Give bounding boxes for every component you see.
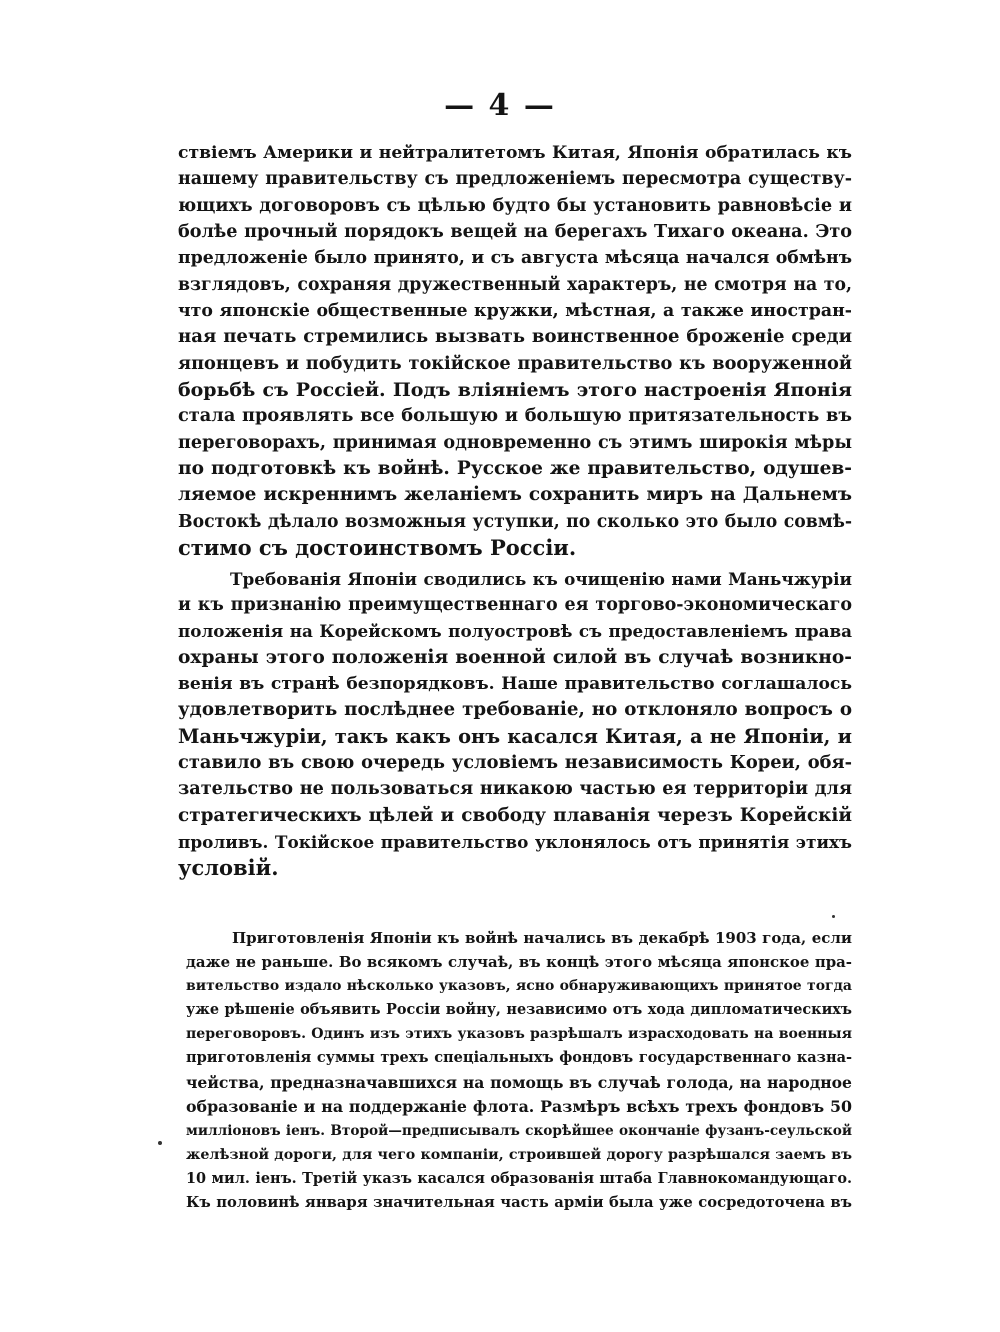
- text-line: охраны этого положенія военной силой въ случаѣ возникно-: [178, 646, 852, 668]
- print-speck: [158, 1141, 162, 1145]
- text-line: ставило въ свою очередь условіемъ независимость Кореи, обя-: [178, 751, 852, 773]
- text-line: венія въ странѣ безпорядковъ. Наше правительство соглашалось: [178, 673, 852, 694]
- text-line: что японскіе общественные кружки, мѣстная, а также иностран-: [178, 301, 852, 322]
- text-line: Востокѣ дѣлало возможныя уступки, по сколько это было совмѣ-: [178, 511, 852, 532]
- footnote-line: 10 мил. іенъ. Третій указъ касался образованія штаба Главнокомандующаго.: [186, 1169, 852, 1187]
- text-line: проливъ. Токійское правительство уклонялось отъ принятія этихъ: [178, 831, 852, 852]
- text-line: Требованія Японіи сводились къ очищенію нами Маньчжуріи: [230, 568, 852, 589]
- footnote-line: даже не раньше. Во всякомъ случаѣ, въ концѣ этого мѣсяца японское пра-: [186, 953, 852, 972]
- text-line: стратегическихъ цѣлей и свободу плаванія черезъ Корейскій: [178, 804, 852, 826]
- text-line: и къ признанію преимущественнаго ея торгово-экономическаго: [178, 594, 852, 615]
- text-line: условій.: [178, 855, 279, 881]
- footnote-line: Приготовленія Японіи къ войнѣ начались въ декабрѣ 1903 года, если: [232, 929, 852, 947]
- text-line: борьбѣ съ Россіей. Подъ вліяніемъ этого настроенія Японія: [178, 379, 852, 402]
- footnote-line: переговоровъ. Одинъ изъ этихъ указовъ разрѣшалъ израсходовать на военныя: [186, 1026, 852, 1043]
- print-speck: [832, 915, 835, 918]
- text-line: положенія на Корейскомъ полуостровѣ съ предоставленіемъ права: [178, 621, 852, 642]
- footnote-line: милліоновъ іенъ. Второй—предписывалъ скорѣйшее окончаніе фузанъ-сеульской: [186, 1122, 852, 1139]
- text-line: Маньчжуріи, такъ какъ онъ касался Китая, а не Японіи, и: [178, 724, 852, 748]
- main-text: [178, 140, 852, 882]
- footnote-line: приготовленія суммы трехъ спеціальныхъ фондовъ государственнаго казна-: [186, 1049, 852, 1067]
- text-line: ствіемъ Америки и нейтралитетомъ Китая, Японія обратилась къ: [178, 143, 852, 163]
- page-number: — 4 —: [444, 88, 556, 123]
- paragraph-2: [178, 566, 852, 882]
- text-line: стала проявлять все большую и большую притязательность въ: [178, 405, 852, 427]
- paragraph-1: [178, 140, 852, 562]
- text-line: ная печать стремились вызвать воинственное броженіе среди: [178, 326, 852, 348]
- text-line: стимо съ достоинствомъ Россіи.: [178, 535, 577, 561]
- text-line: болѣе прочный порядокъ вещей на берегахъ Тихаго океана. Это: [178, 221, 852, 243]
- text-line: ющихъ договоровъ съ цѣлью будто бы установить равновѣсіе и: [178, 194, 852, 216]
- footnote-line: желѣзной дороги, для чего компаніи, строившей дорогу разрѣшался заемъ въ: [186, 1146, 852, 1163]
- text-line: по подготовкѣ къ войнѣ. Русское же правительство, одушев-: [178, 458, 852, 480]
- text-line: удовлетворить послѣднее требованіе, но отклоняло вопросъ о: [178, 699, 852, 721]
- footnote-line: уже рѣшеніе объявить Россіи войну, независимо отъ хода дипломатическихъ: [186, 1001, 852, 1019]
- footnote-line: образованіе и на поддержаніе флота. Размѣръ всѣхъ трехъ фондовъ 50: [186, 1096, 852, 1116]
- text-line: нашему правительству съ предложеніемъ пересмотра существу-: [178, 169, 852, 190]
- footnote-line: вительство издало нѣсколько указовъ, ясно обнаруживающихъ принятое тогда: [186, 978, 852, 995]
- text-line: японцевъ и побудить токійское правительство къ вооруженной: [178, 352, 852, 374]
- footnote-line: Къ половинѣ января значительная часть арміи была уже сосредоточена въ: [186, 1194, 852, 1212]
- text-line: переговорахъ, принимая одновременно съ этимъ широкія мѣры: [178, 431, 852, 453]
- footnote: [186, 926, 852, 1215]
- text-line: зательство не пользоваться никакою частью ея территоріи для: [178, 778, 852, 800]
- text-line: взглядовъ, сохраняя дружественный характеръ, не смотря на то,: [178, 274, 852, 295]
- text-line: ляемое искреннимъ желаніемъ сохранить миръ на Дальнемъ: [178, 484, 852, 506]
- footnote-line: чейства, предназначавшихся на помощь въ случаѣ голода, на народное: [186, 1072, 852, 1092]
- text-line: предложеніе было принято, и съ августа мѣсяца начался обмѣнъ: [178, 248, 852, 269]
